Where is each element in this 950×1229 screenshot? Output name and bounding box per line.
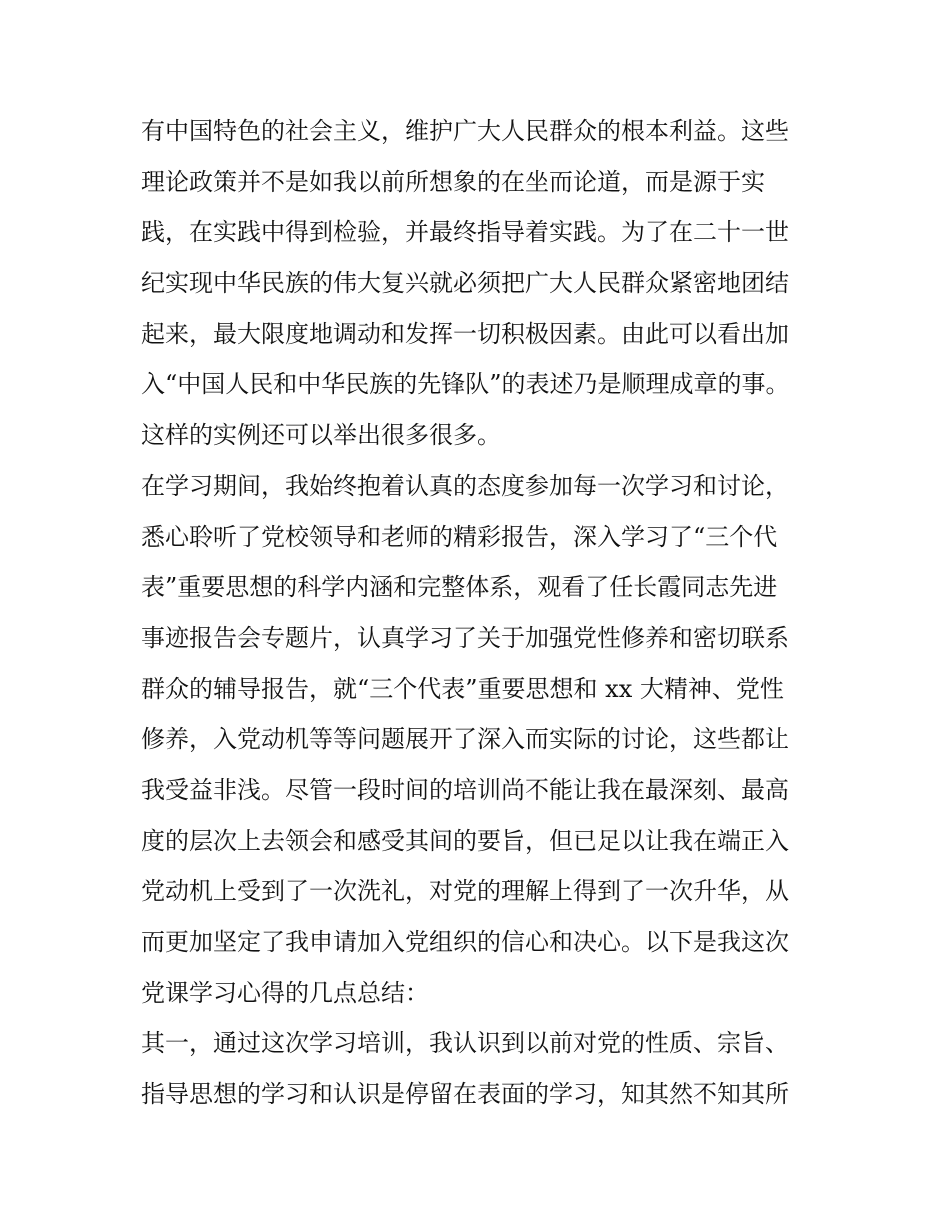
text-line-7: 这样的实例还可以举出很多很多。	[141, 421, 501, 450]
text-line-15: 度的层次上去领会和感受其间的要旨，但已足以让我在端正入	[141, 826, 789, 855]
text-line-10: 表”重要思想的科学内涵和完整体系，观看了任长霞同志先进	[141, 573, 778, 602]
text-line-18: 党课学习心得的几点总结：	[141, 978, 429, 1007]
text-line-14: 我受益非浅。尽管一段时间的培训尚不能让我在最深刻、最高	[141, 775, 789, 804]
text-line-20: 指导思想的学习和认识是停留在表面的学习，知其然不知其所	[141, 1080, 789, 1109]
text-line-17: 而更加坚定了我申请加入党组织的信心和决心。以下是我这次	[141, 928, 789, 956]
text-line-5: 起来，最大限度地调动和发挥一切积极因素。由此可以看出加	[141, 319, 789, 348]
body-text	[141, 106, 813, 1120]
text-line-4: 纪实现中华民族的伟大复兴就必须把广大人民群众紧密地团结	[141, 269, 789, 298]
text-line-1: 有中国特色的社会主义，维护广大人民群众的根本利益。这些	[141, 117, 789, 145]
text-line-13: 修养，入党动机等等问题展开了深入而实际的讨论，这些都让	[141, 725, 789, 754]
text-line-11: 事迹报告会专题片，认真学习了关于加强党性修养和密切联系	[141, 623, 789, 652]
text-line-2: 理论政策并不是如我以前所想象的在坐而论道，而是源于实	[141, 167, 765, 196]
text-line-6: 入“中国人民和中华民族的先锋队”的表述乃是顺理成章的事。	[141, 370, 790, 399]
text-line-8: 在学习期间，我始终抱着认真的态度参加每一次学习和讨论，	[141, 471, 789, 500]
text-line-19: 其一，通过这次学习培训，我认识到以前对党的性质、宗旨、	[141, 1029, 789, 1058]
text-line-12: 群众的辅导报告，就“三个代表”重要思想和 xx 大精神、党性	[141, 674, 784, 703]
text-line-16: 党动机上受到了一次洗礼，对党的理解上得到了一次升华，从	[141, 877, 789, 906]
text-line-3: 践，在实践中得到检验，并最终指导着实践。为了在二十一世	[141, 218, 789, 247]
text-line-9: 悉心聆听了党校领导和老师的精彩报告，深入学习了“三个代	[141, 522, 778, 551]
